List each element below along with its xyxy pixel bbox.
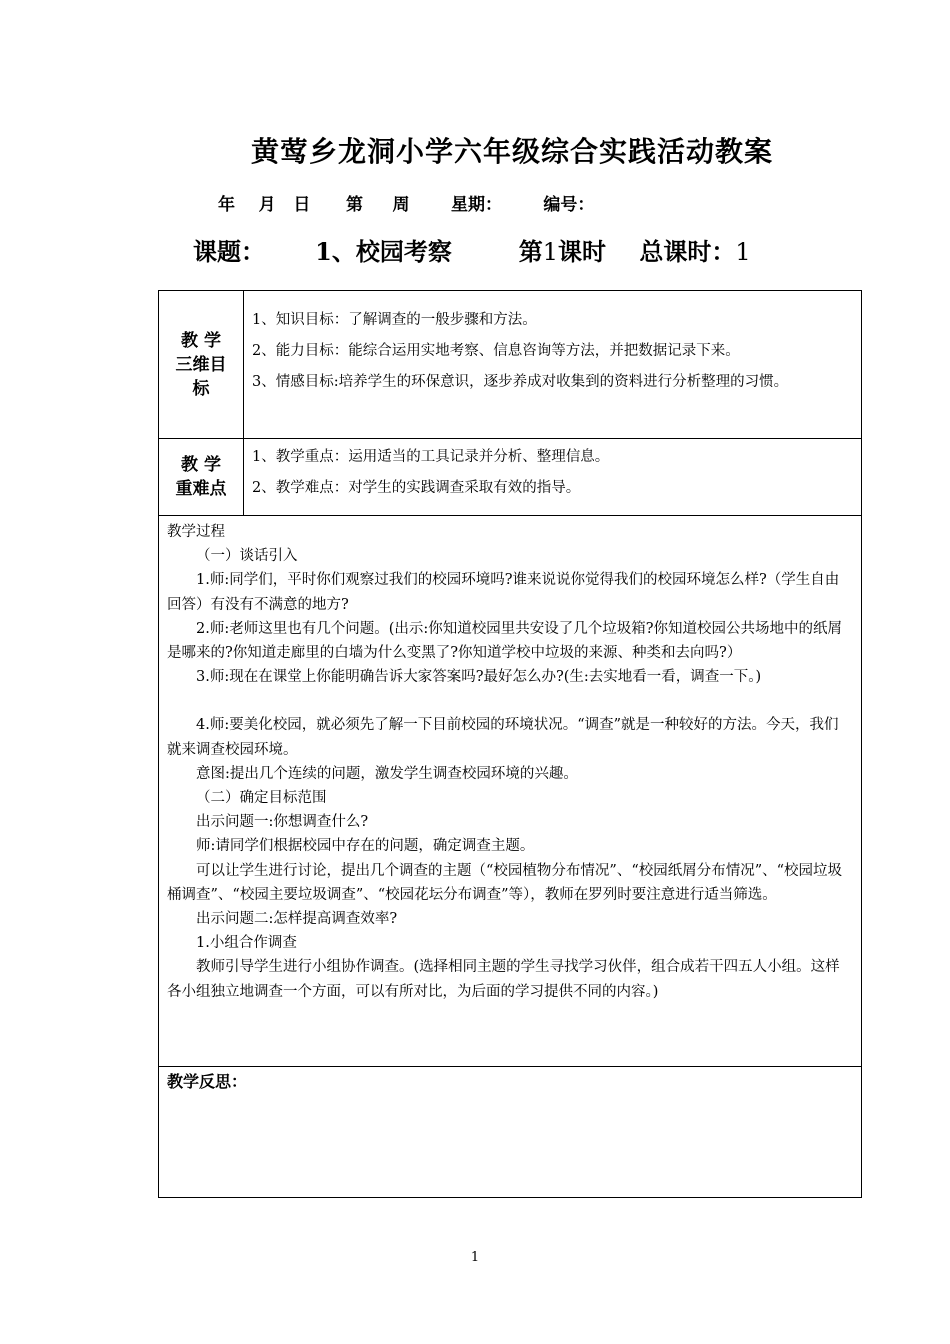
reflection-label: 教学反思： <box>167 1072 248 1091</box>
total-label: 总课时： <box>639 237 736 266</box>
process-paragraph: 出示问题二:怎样提高调查效率? <box>196 911 398 928</box>
process-paragraph: 3.师:现在在课堂上你能明确告诉大家答案吗?最好怎么办?(生:去实地看一看，调查一下。) <box>196 669 762 686</box>
difficulties-label <box>159 439 244 516</box>
goals-row <box>159 291 862 439</box>
difficulty-item: 2、教学难点：对学生的实践调查采取有效的指导。 <box>252 480 581 496</box>
topic-label: 课题： <box>193 237 265 266</box>
date-line: 年 月 日 第 周 星期： 编号： <box>218 195 595 215</box>
difficulties-label-line: 教 学 <box>181 455 221 475</box>
process-row <box>159 516 862 1067</box>
process-paragraph: （二）确定目标范围 <box>196 790 327 807</box>
period-label-pre: 第 <box>518 237 543 266</box>
total-number: 1 <box>735 238 751 266</box>
goals-label-line: 标 <box>192 378 210 399</box>
process-content <box>159 516 862 1067</box>
lesson-line <box>193 232 751 267</box>
difficulties-label-line: 重难点 <box>175 479 227 499</box>
goals-content <box>244 291 862 439</box>
process-paragraph: 2.师:老师这里也有几个问题。(出示:你知道校园里共安设了几个垃圾箱?你知道校园公共场地中的纸屑是哪来的?你知道走廊里的白墙为什么变黑了?你知道学校中垃圾的来源、种类和去向吗?） <box>167 620 843 662</box>
process-paragraph: 意图:提出几个连续的问题，激发学生调查校园环境的兴趣。 <box>196 765 578 782</box>
process-paragraph: 出示问题一:你想调查什么? <box>196 814 369 831</box>
process-paragraph: 4.师:要美化校园，就必须先了解一下目前校园的环境状况。“调查”就是一种较好的方法。今天，我们就来调查校园环境。 <box>167 717 839 758</box>
process-paragraph: 教师引导学生进行小组协作调查。(选择相同主题的学生寻找学习伙伴，组合成若干四五人小组。这样各小组独立地调查一个方面，可以有所对比，为后面的学习提供不同的内容。) <box>167 959 840 1000</box>
goal-item: 2、能力目标：能综合运用实地考察、信息咨询等方法，并把数据记录下来。 <box>252 343 740 359</box>
page-number: 1 <box>470 1250 480 1265</box>
process-heading: 教学过程 <box>167 524 225 540</box>
period-label-post: 课时 <box>557 237 606 266</box>
document-title: 黄莺乡龙洞小学六年级综合实践活动教案 <box>250 135 773 168</box>
goals-label-line: 教 学 <box>181 330 221 351</box>
reflection-row <box>159 1067 862 1198</box>
difficulty-item: 1、教学重点：运用适当的工具记录并分析、整理信息。 <box>252 449 610 465</box>
process-paragraph: 师:请同学们根据校园中存在的问题，确定调查主题。 <box>196 838 535 855</box>
process-paragraph: 可以让学生进行讨论，提出几个调查的主题（“校园植物分布情况”、“校园纸屑分布情况”、“校园垃圾桶调查”、“校园主要垃圾调查”、“校园花坛分布调查”等），教师在罗列时要注意进行适当筛选。 <box>167 862 843 903</box>
goals-label-line: 三维目 <box>175 354 227 375</box>
process-paragraph: 1.小组合作调查 <box>196 935 297 952</box>
period-number: 1 <box>542 238 558 266</box>
difficulties-content <box>244 439 862 516</box>
reflection-content <box>159 1067 862 1198</box>
topic-value: 1、校园考察 <box>315 237 452 266</box>
goals-label <box>159 291 244 439</box>
goal-item: 1、知识目标：了解调查的一般步骤和方法。 <box>252 312 537 328</box>
process-paragraph: （一）谈话引入 <box>196 548 298 565</box>
process-paragraph: 1.师:同学们，平时你们观察过我们的校园环境吗?谁来说说你觉得我们的校园环境怎么样?（学生自由回答）有没有不满意的地方? <box>167 572 840 613</box>
goal-item: 3、情感目标:培养学生的环保意识，逐步养成对收集到的资料进行分析整理的习惯。 <box>252 374 789 390</box>
difficulties-row <box>159 439 862 516</box>
process-blank-line <box>167 689 853 713</box>
lesson-plan-table <box>158 290 862 1198</box>
